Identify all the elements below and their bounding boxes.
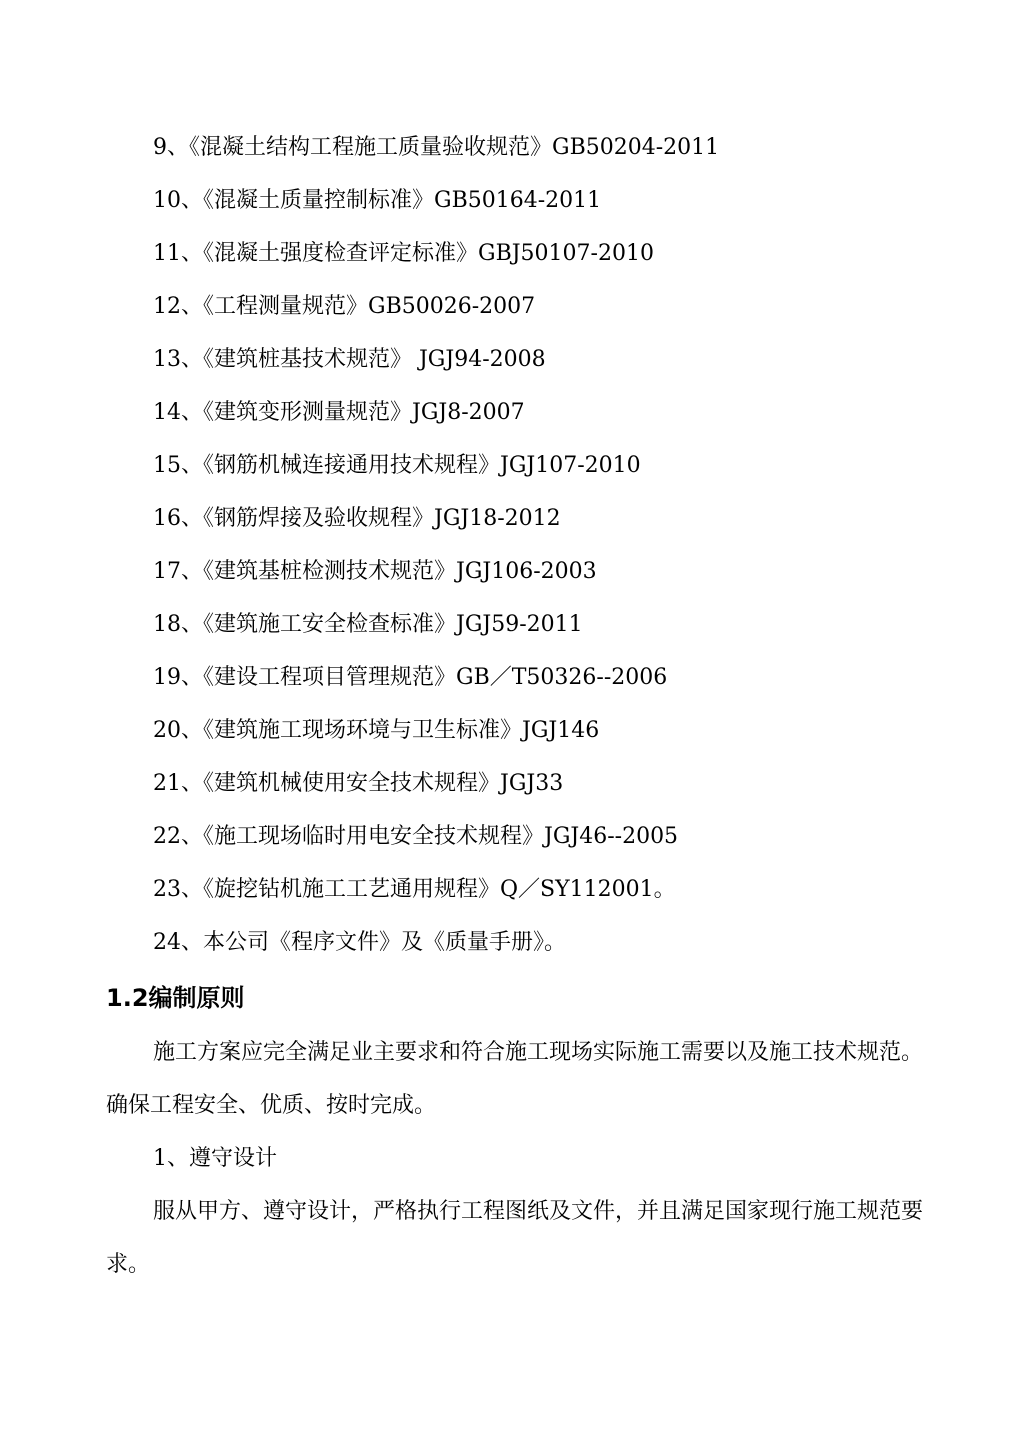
reference-item: 22、《施工现场临时用电安全技术规程》JGJ46--2005 (153, 824, 679, 849)
reference-item: 15、《钢筋机械连接通用技术规程》JGJ107-2010 (153, 453, 641, 478)
intro-text: 施工方案应完全满足业主要求和符合施工现场实际施工需要以及施工技术规范。确保工程安全、优质、按时完成。 (106, 1040, 924, 1118)
reference-item: 16、《钢筋焊接及验收规程》JGJ18-2012 (153, 506, 561, 531)
reference-item: 12、《工程测量规范》GB50026-2007 (153, 294, 536, 319)
reference-item: 20、《建筑施工现场环境与卫生标准》JGJ146 (153, 718, 600, 743)
reference-item: 18、《建筑施工安全检查标准》JGJ59-2011 (153, 612, 583, 637)
reference-item: 9、《混凝土结构工程施工质量验收规范》GB50204-2011 (153, 135, 720, 160)
item-text: 服从甲方、遵守设计，严格执行工程图纸及文件，并且满足国家现行施工规范要求。 (106, 1199, 924, 1277)
reference-item: 13、《建筑桩基技术规范》 JGJ94-2008 (153, 347, 546, 372)
reference-item: 19、《建设工程项目管理规范》GB／T50326--2006 (153, 665, 668, 690)
reference-item: 24、本公司《程序文件》及《质量手册》。 (153, 930, 566, 955)
reference-item: 10、《混凝土质量控制标准》GB50164-2011 (153, 188, 602, 213)
item-paragraph (106, 1185, 926, 1291)
intro-paragraph (106, 1026, 926, 1132)
reference-item: 23、《旋挖钻机施工工艺通用规程》Q／SY112001。 (153, 877, 676, 902)
reference-item: 21、《建筑机械使用安全技术规程》JGJ33 (153, 771, 564, 796)
section-heading: 1.2编制原则 (106, 984, 245, 1012)
reference-item: 17、《建筑基桩检测技术规范》JGJ106-2003 (153, 559, 597, 584)
reference-item: 11、《混凝土强度检查评定标准》GBJ50107-2010 (153, 241, 654, 266)
item-title: 1、遵守设计 (153, 1146, 277, 1171)
reference-item: 14、《建筑变形测量规范》JGJ8-2007 (153, 400, 525, 425)
